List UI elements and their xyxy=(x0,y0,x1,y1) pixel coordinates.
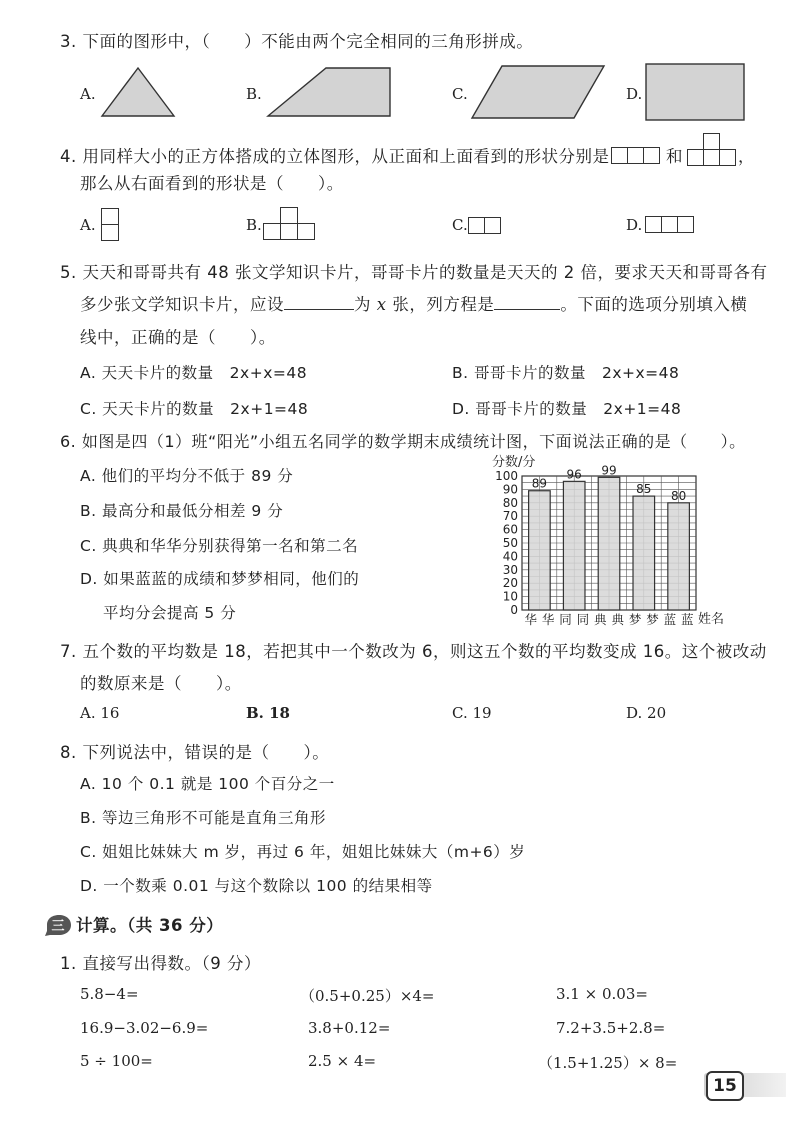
calc-item[interactable]: 3.1 × 0.03= xyxy=(556,985,648,1003)
q3-shape-trapezoid xyxy=(264,64,394,120)
q6-option-d-line2[interactable]: 平均分会提高 5 分 xyxy=(103,604,237,622)
q5-stem-line2: 多少张文学知识卡片，应设 为 x 张，列方程是 。下面的选项分别填入横 xyxy=(80,295,748,314)
chart-x-tick-label: 梦 xyxy=(646,612,659,627)
q7-option-d[interactable]: D. 20 xyxy=(626,704,667,722)
q3-option-a-label[interactable]: A. xyxy=(80,85,96,103)
q3-option-d-label[interactable]: D. xyxy=(626,85,643,103)
chart-x-tick-label: 同 xyxy=(576,612,590,627)
calc-item[interactable]: 3.8+0.12= xyxy=(308,1019,391,1037)
q5-option-b[interactable]: B. 哥哥卡片的数量 2x+x=48 xyxy=(452,364,680,382)
chart-bar xyxy=(633,496,655,610)
q3-shape-triangle xyxy=(98,64,178,120)
calc-item[interactable]: 2.5 × 4= xyxy=(308,1052,377,1070)
chart-data-label: 89 xyxy=(531,476,548,491)
section-badge-text: 三 xyxy=(51,919,65,934)
q4-stem-line2: 那么从右面看到的形状是（ ）。 xyxy=(80,174,344,193)
chart-x-tick-label: 同 xyxy=(559,612,572,627)
chart-y-tick-label: 30 xyxy=(502,562,518,577)
calc-item[interactable]: （0.5+0.25）×4= xyxy=(300,987,435,1005)
q5-option-d[interactable]: D. 哥哥卡片的数量 2x+1=48 xyxy=(452,400,682,418)
chart-bar xyxy=(598,477,620,610)
q4-stem-line1: 4. 用同样大小的正方体搭成的立体图形，从正面和上面看到的形状分别是 xyxy=(60,147,610,166)
chart-y-axis-label: 分数/分 xyxy=(492,455,536,470)
chart-bar xyxy=(563,481,585,610)
chart-y-tick-label: 10 xyxy=(502,589,518,604)
chart-y-tick-label: 100 xyxy=(495,469,518,483)
q3-option-c-label[interactable]: C. xyxy=(452,85,468,103)
q3-shape-rectangle xyxy=(644,62,746,122)
chart-y-tick-label: 60 xyxy=(502,522,518,537)
q7-option-b[interactable]: B. 18 xyxy=(246,704,290,722)
chart-x-tick-label: 梦 xyxy=(628,612,642,627)
q5-stem-line1: 5. 天天和哥哥共有 48 张文学知识卡片，哥哥卡片的数量是天天的 2 倍，要求天天和哥哥各有 xyxy=(60,263,768,282)
calc-item[interactable]: （1.5+1.25）× 8= xyxy=(538,1054,678,1072)
score-bar-chart xyxy=(486,450,736,630)
q6-option-b[interactable]: B. 最高分和最低分相差 9 分 xyxy=(80,502,284,520)
chart-y-tick-label: 0 xyxy=(510,603,518,617)
chart-x-tick-label: 蓝 xyxy=(663,612,677,627)
chart-data-label: 85 xyxy=(636,482,652,497)
q5-option-c[interactable]: C. 天天卡片的数量 2x+1=48 xyxy=(80,400,309,418)
chart-y-tick-label: 90 xyxy=(502,482,518,497)
calc-title: 1. 直接写出得数。（9 分） xyxy=(60,954,261,973)
q4-and-text: 和 xyxy=(666,147,683,166)
calc-item[interactable]: 7.2+3.5+2.8= xyxy=(556,1019,666,1037)
chart-y-tick-label: 50 xyxy=(502,536,518,550)
q4-option-c-label[interactable]: C. xyxy=(452,216,468,234)
q5-stem-line3: 线中，正确的是（ ）。 xyxy=(80,328,276,347)
q8-option-c[interactable]: C. 姐姐比妹妹大 m 岁，再过 6 年，姐姐比妹妹大（m+6）岁 xyxy=(80,843,526,861)
section-badge-icon xyxy=(44,914,72,936)
chart-x-tick-label: 华 xyxy=(524,612,537,627)
q5-option-a[interactable]: A. 天天卡片的数量 2x+x=48 xyxy=(80,364,308,382)
chart-data-label: 99 xyxy=(601,463,617,478)
q7-stem-line1: 7. 五个数的平均数是 18，若把其中一个数改为 6，则这五个数的平均数变成 16。这个被改动 xyxy=(60,642,767,661)
chart-x-axis-label: 姓名 xyxy=(698,612,725,627)
q6-option-d-line1[interactable]: D. 如果蓝蓝的成绩和梦梦相同，他们的 xyxy=(80,570,360,588)
q6-option-c[interactable]: C. 典典和华华分别获得第一名和第二名 xyxy=(80,537,359,555)
chart-x-tick-label: 典 xyxy=(611,612,624,627)
q6-stem: 6. 如图是四（1）班“阳光”小组五名同学的数学期末成绩统计图，下面说法正确的是（ ）。 xyxy=(60,432,746,451)
q5-blank-2[interactable] xyxy=(494,295,560,310)
chart-y-tick-label: 70 xyxy=(502,509,518,524)
q3-stem: 3. 下面的图形中，（ ）不能由两个完全相同的三角形拼成。 xyxy=(60,32,534,51)
q4-option-d-label[interactable]: D. xyxy=(626,216,643,234)
q4-comma: ， xyxy=(738,147,755,166)
chart-y-tick-label: 40 xyxy=(502,549,518,564)
chart-bar xyxy=(668,503,690,610)
chart-x-tick-label: 华 xyxy=(541,612,555,627)
chart-y-tick-label: 80 xyxy=(502,495,518,510)
q7-stem-line2: 的数原来是（ ）。 xyxy=(80,674,242,693)
chart-x-tick-label: 典 xyxy=(594,612,607,627)
q8-stem: 8. 下列说法中，错误的是（ ）。 xyxy=(60,743,330,762)
calc-item[interactable]: 16.9−3.02−6.9= xyxy=(80,1019,209,1037)
calc-item[interactable]: 5 ÷ 100= xyxy=(80,1052,153,1070)
q8-option-d[interactable]: D. 一个数乘 0.01 与这个数除以 100 的结果相等 xyxy=(80,877,433,895)
calc-item[interactable]: 5.8−4= xyxy=(80,985,139,1003)
q3-option-b-label[interactable]: B. xyxy=(246,85,262,103)
q5-blank-1[interactable] xyxy=(284,295,354,310)
q8-option-a[interactable]: A. 10 个 0.1 就是 100 个百分之一 xyxy=(80,775,335,793)
page-number: 15 xyxy=(706,1071,744,1101)
q7-option-a[interactable]: A. 16 xyxy=(80,704,120,722)
chart-x-tick-label: 蓝 xyxy=(681,612,694,627)
chart-bar xyxy=(529,491,551,610)
q3-shape-parallelogram xyxy=(470,62,610,122)
section3-title: 计算。（共 36 分） xyxy=(76,916,224,935)
chart-data-label: 80 xyxy=(670,488,687,503)
chart-y-tick-label: 20 xyxy=(502,576,518,591)
q8-option-b[interactable]: B. 等边三角形不可能是直角三角形 xyxy=(80,809,326,827)
q6-option-a[interactable]: A. 他们的平均分不低于 89 分 xyxy=(80,467,294,485)
q4-option-b-label[interactable]: B. xyxy=(246,216,262,234)
q4-option-a-label[interactable]: A. xyxy=(80,216,96,234)
q7-option-c[interactable]: C. 19 xyxy=(452,704,492,722)
chart-data-label: 96 xyxy=(566,467,582,482)
